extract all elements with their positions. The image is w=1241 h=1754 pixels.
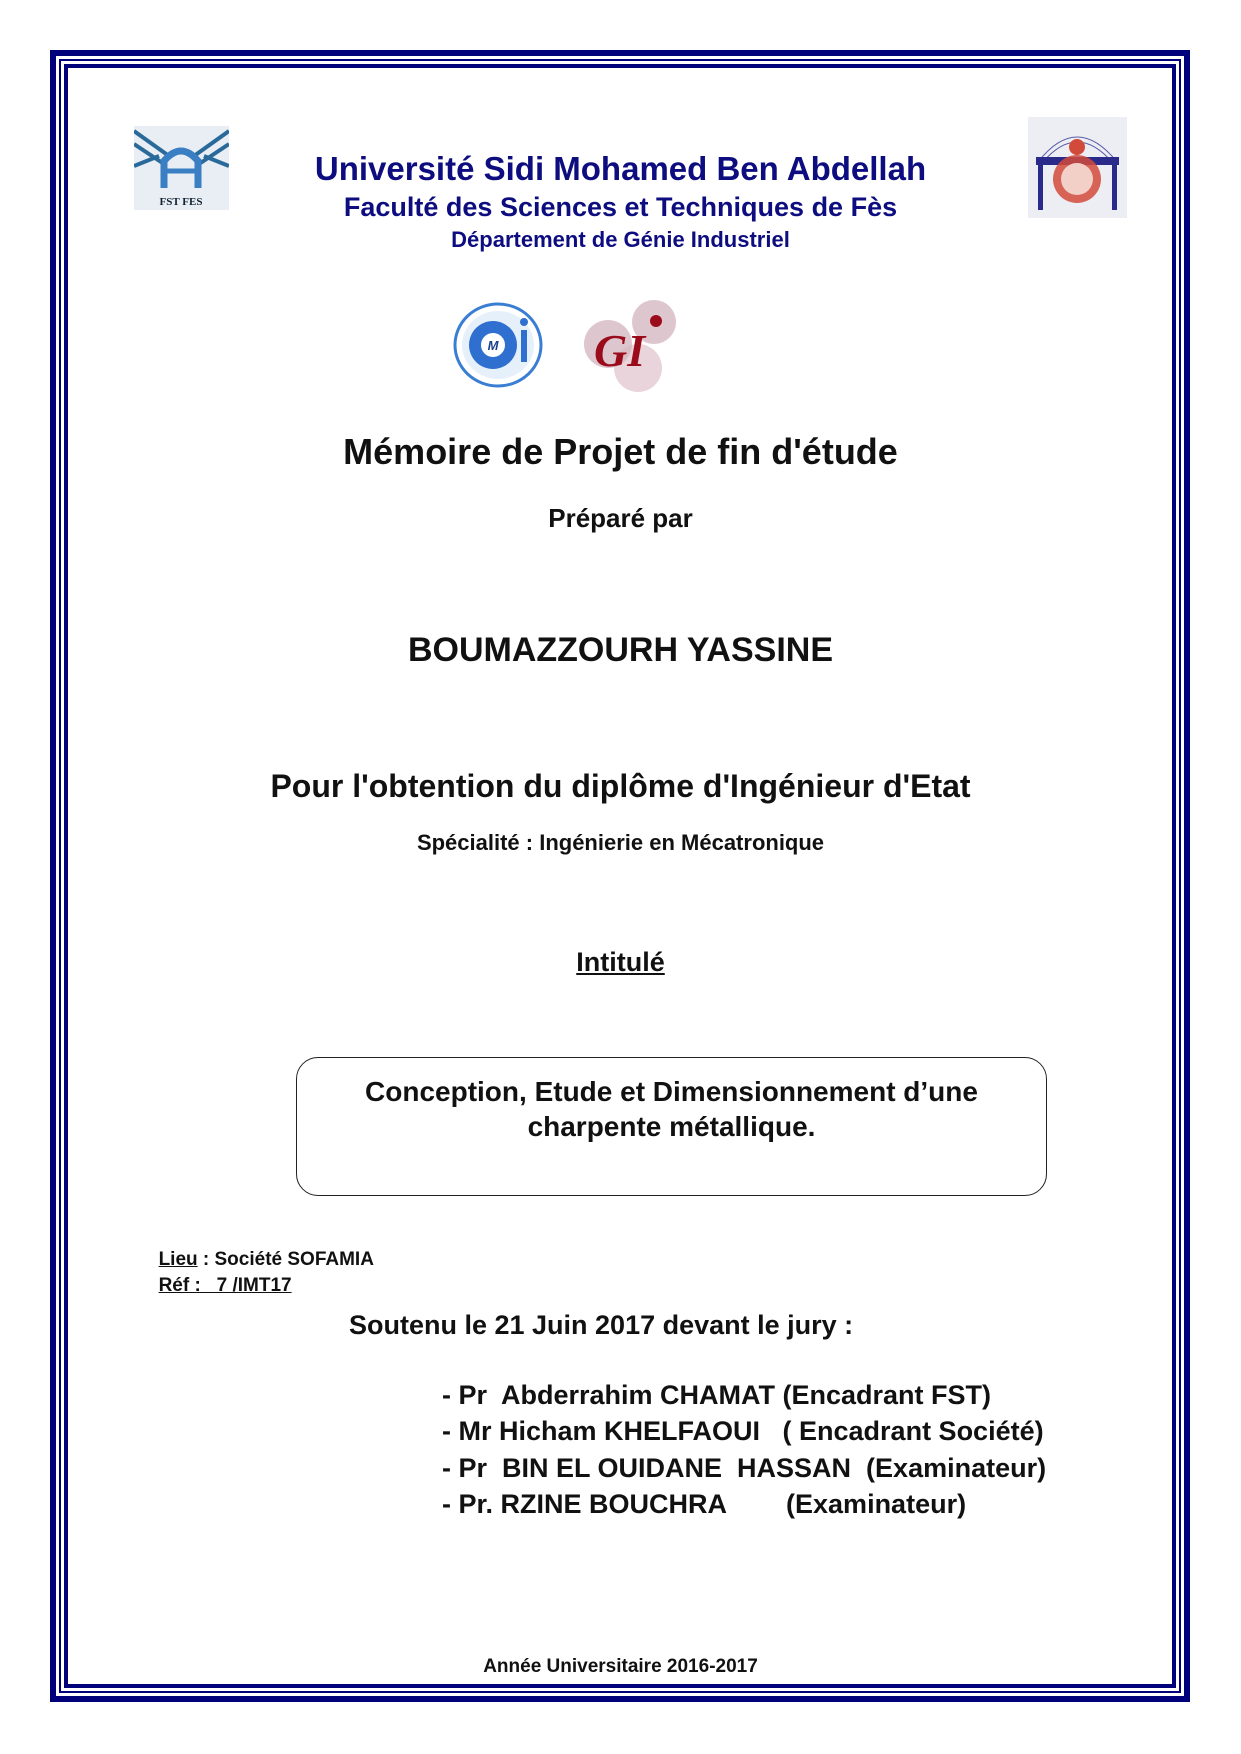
reference-line <box>148 1253 292 1297</box>
intitule-label <box>0 947 1241 978</box>
genie-industriel-logo <box>576 296 682 397</box>
mechatronics-logo <box>453 302 544 388</box>
author-name: BOUMAZZOURH YASSINE <box>407 631 834 669</box>
department-name: Département de Génie Industriel <box>451 227 790 252</box>
faculty-name: Faculté des Sciences et Techniques de Fès <box>343 192 898 222</box>
jury-member: - Mr Hicham KHELFAOUI ( Encadrant Société) <box>442 1416 1044 1446</box>
location-value: : Société SOFAMIA <box>197 1249 374 1270</box>
academic-year: Année Universitaire 2016-2017 <box>483 1656 758 1677</box>
reference-text: Réf : 7 /IMT17 <box>158 1275 292 1296</box>
speciality-line: Spécialité : Ingénierie en Mécatronique <box>416 830 825 855</box>
svg-text:FST FES: FST FES <box>159 196 203 208</box>
thesis-title-box <box>296 1057 1047 1196</box>
university-name: Université Sidi Mohamed Ben Abdellah <box>314 150 927 187</box>
document-title: Mémoire de Projet de fin d'étude <box>343 431 898 472</box>
thesis-title-line-2: charpente métallique. <box>527 1111 816 1142</box>
defense-line: Soutenu le 21 Juin 2017 devant le jury : <box>349 1310 854 1340</box>
svg-text:M: M <box>487 338 499 353</box>
jury-member: - Pr Abderrahim CHAMAT (Encadrant FST) <box>442 1380 992 1410</box>
intitule-text: Intitulé <box>576 947 665 977</box>
thesis-title-line-1: Conception, Etude et Dimensionnement d’une <box>365 1076 978 1107</box>
jury-member: - Pr BIN EL OUIDANE HASSAN (Examinateur) <box>442 1453 1047 1483</box>
svg-text:GI: GI <box>594 325 646 376</box>
prepared-by-label: Préparé par <box>548 503 693 533</box>
degree-line: Pour l'obtention du diplôme d'Ingénieur d'Etat <box>270 768 971 804</box>
location-label: Lieu <box>158 1249 198 1270</box>
jury-member: - Pr. RZINE BOUCHRA (Examinateur) <box>442 1489 967 1519</box>
